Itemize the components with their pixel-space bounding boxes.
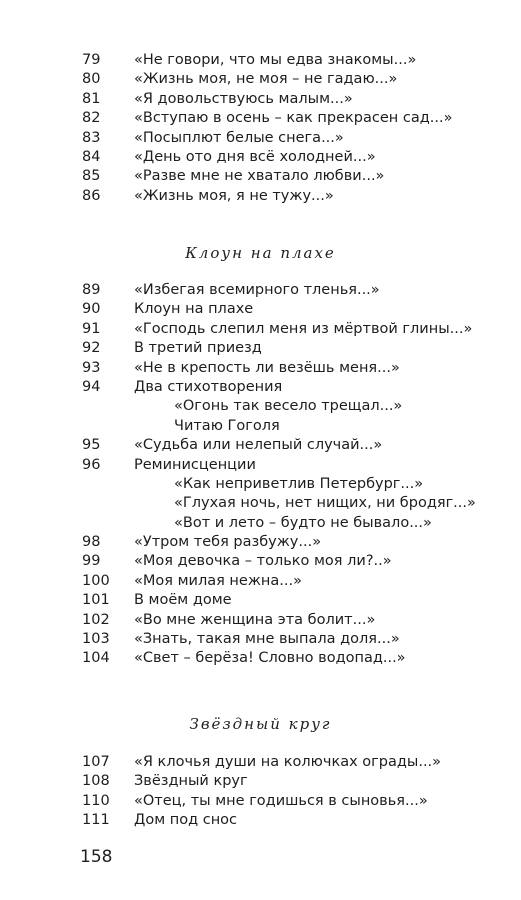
- entry-page-number: 98: [82, 534, 101, 551]
- entry-page-number: 96: [82, 456, 101, 473]
- entry-page-number: 95: [82, 437, 101, 454]
- entry-page-number: 79: [82, 52, 101, 68]
- toc-entry: [0, 320, 521, 339]
- toc-entry: [0, 792, 521, 811]
- entry-title: «День ото дня всё холодней...»: [134, 148, 376, 165]
- entry-title: «Судьба или нелепый случай...»: [134, 437, 383, 454]
- toc-entry: [0, 90, 521, 109]
- entry-title: «Жизнь моя, я не тужу...»: [134, 187, 334, 204]
- entry-title: «Вот и лето – будто не бывало...»: [174, 514, 432, 531]
- entry-title: «Знать, такая мне выпала доля...»: [134, 631, 400, 648]
- entry-title: В третий приезд: [134, 340, 262, 357]
- toc-entry: [0, 300, 521, 319]
- section-heading: Звёздный круг: [189, 715, 332, 733]
- toc-sub-entry: [0, 494, 521, 513]
- toc-entry: [0, 51, 521, 70]
- entry-page-number: 103: [82, 631, 110, 648]
- toc-sub-entry: [0, 475, 521, 494]
- entry-page-number: 82: [82, 110, 101, 127]
- toc-entry: [0, 572, 521, 591]
- entry-title: «Разве мне не хватало любви...»: [134, 168, 385, 185]
- entry-page-number: 101: [82, 592, 110, 609]
- entry-title: «Посыплют белые снега...»: [134, 129, 344, 146]
- entry-title: «Вступаю в осень – как прекрасен сад...»: [134, 110, 453, 127]
- toc-entry: [0, 456, 521, 475]
- toc-entry: [0, 591, 521, 610]
- toc-entry: [0, 552, 521, 571]
- entry-page-number: 107: [82, 754, 110, 770]
- entry-page-number: 86: [82, 187, 101, 204]
- toc-sub-entry: [0, 514, 521, 533]
- entry-page-number: 80: [82, 71, 101, 88]
- entry-title: «Отец, ты мне годишься в сыновья...»: [134, 792, 428, 809]
- entry-title: «Не говори, что мы едва знакомы...»: [134, 52, 417, 68]
- toc-entry: [0, 753, 521, 772]
- entry-title: «Огонь так весело трещал...»: [174, 398, 403, 415]
- toc-entry: [0, 109, 521, 128]
- toc-entry: [0, 187, 521, 206]
- entry-page-number: 99: [82, 553, 101, 570]
- entry-page-number: 85: [82, 168, 101, 185]
- entry-page-number: 83: [82, 129, 101, 146]
- entry-page-number: 81: [82, 90, 101, 107]
- toc-section-2: [0, 281, 521, 669]
- toc-entry: [0, 811, 521, 830]
- toc-entry: [0, 359, 521, 378]
- entry-page-number: 102: [82, 611, 110, 628]
- entry-page-number: 111: [82, 812, 110, 829]
- entry-page-number: 110: [82, 792, 110, 809]
- entry-page-number: 91: [82, 320, 101, 337]
- entry-title: «Я довольствуюсь малым...»: [134, 90, 353, 107]
- toc-entry: [0, 167, 521, 186]
- entry-title: «Как неприветлив Петербург...»: [174, 475, 424, 492]
- toc-entry: [0, 129, 521, 148]
- toc-entry: [0, 70, 521, 89]
- entry-page-number: 93: [82, 359, 101, 376]
- entry-title: «Свет – берёза! Словно водопад...»: [134, 650, 406, 667]
- toc-section-1: [0, 51, 521, 206]
- toc-entry: [0, 339, 521, 358]
- toc-entry: [0, 148, 521, 167]
- entry-title: «Моя девочка – только моя ли?..»: [134, 553, 392, 570]
- toc-entry: [0, 533, 521, 552]
- toc-section-3: [0, 753, 521, 831]
- page-number: 158: [80, 847, 113, 867]
- toc-entry: [0, 611, 521, 630]
- entry-page-number: 89: [82, 282, 101, 298]
- entry-page-number: 90: [82, 301, 101, 318]
- toc-sub-entry: [0, 397, 521, 416]
- toc-entry: [0, 772, 521, 791]
- entry-page-number: 108: [82, 773, 110, 790]
- entry-title: Реминисценции: [134, 456, 256, 473]
- entry-title: «Жизнь моя, не моя – не гадаю...»: [134, 71, 398, 88]
- entry-title: «Господь слепил меня из мёртвой глины...»: [134, 320, 473, 337]
- entry-title: «Я клочья души на колючках ограды...»: [134, 754, 442, 770]
- entry-title: «Избегая всемирного тленья...»: [134, 282, 380, 298]
- entry-page-number: 94: [82, 378, 101, 395]
- entry-title: Читаю Гоголя: [174, 417, 280, 434]
- entry-title: Дом под снос: [134, 812, 238, 829]
- entry-title: «Во мне женщина эта болит...»: [134, 611, 376, 628]
- toc-entry: [0, 378, 521, 397]
- entry-title: «Моя милая нежна...»: [134, 572, 302, 589]
- entry-page-number: 100: [82, 572, 110, 589]
- entry-page-number: 84: [82, 148, 101, 165]
- entry-title: Клоун на плахе: [134, 301, 254, 318]
- entry-page-number: 104: [82, 650, 110, 667]
- toc-entry: [0, 649, 521, 668]
- entry-title: Звёздный круг: [134, 773, 248, 790]
- entry-title: «Утром тебя разбужу...»: [134, 534, 322, 551]
- toc-sub-entry: [0, 417, 521, 436]
- toc-entry: [0, 436, 521, 455]
- entry-page-number: 92: [82, 340, 101, 357]
- toc-entry: [0, 281, 521, 300]
- entry-title: «Не в крепость ли везёшь меня...»: [134, 359, 400, 376]
- toc-entry: [0, 630, 521, 649]
- section-heading: Клоун на плахе: [185, 244, 336, 262]
- entry-title: «Глухая ночь, нет нищих, ни бродяг...»: [174, 495, 476, 512]
- entry-title: В моём доме: [134, 592, 232, 609]
- entry-title: Два стихотворения: [134, 378, 283, 395]
